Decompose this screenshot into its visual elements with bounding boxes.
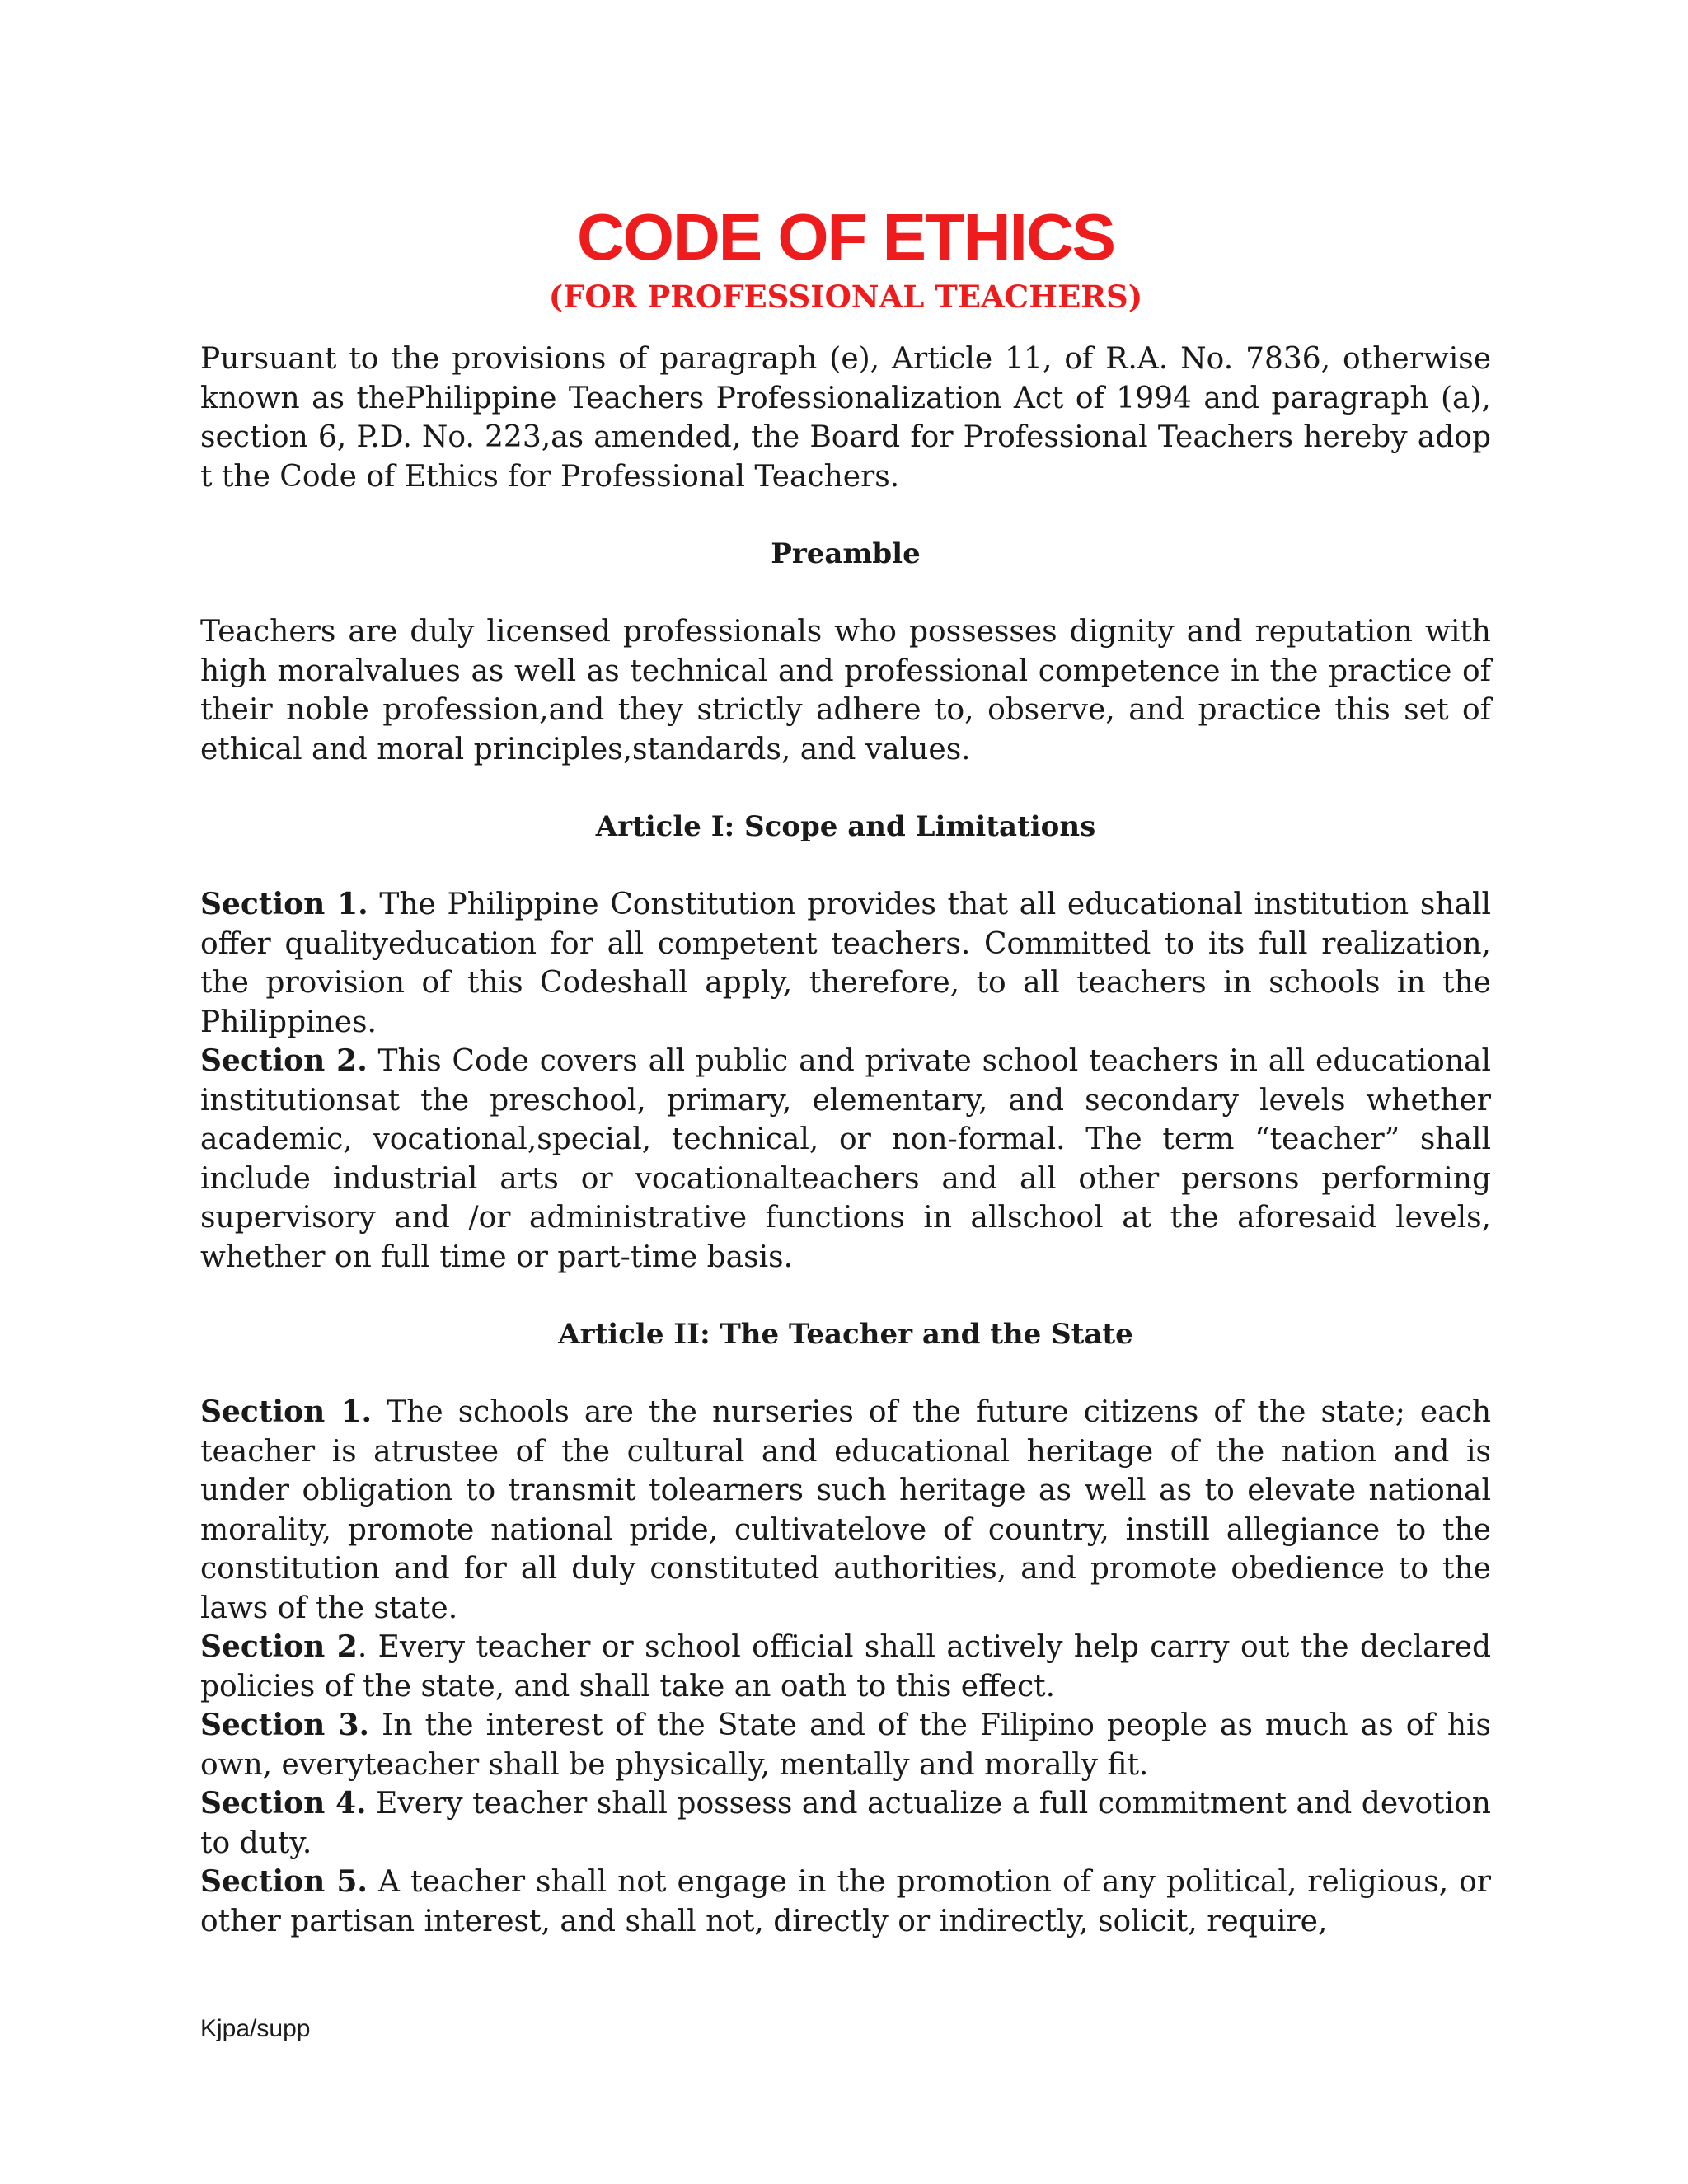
document-subtitle: (FOR PROFESSIONAL TEACHERS) (548, 279, 1143, 315)
section-text: . Every teacher or school official shall actively help carry out the declared policies of the state, and shall take an oath to this effect. (200, 1630, 1491, 1704)
section-label: Section 3. (200, 1708, 370, 1742)
section-text: Every teacher shall possess and actualize a full commitment and devotion to duty. (200, 1787, 1491, 1860)
article-2-section-2 (200, 1628, 1491, 1706)
section-label: Section 1. (200, 887, 368, 921)
section-label: Section 4. (200, 1786, 367, 1821)
article-1-heading: Article I: Scope and Limitations (595, 810, 1096, 843)
section-text: The Philippine Constitution provides that all educational institution shall offer qualityeducation for all competent teachers. Committed to its full realization, the provision of this Codeshall apply, therefore, to all teachers in schools in the Philippines. (200, 888, 1491, 1039)
article-1-section-2 (200, 1042, 1491, 1277)
article-1-section-1 (200, 885, 1491, 1042)
article-2-section-5 (200, 1863, 1491, 1941)
intro-paragraph: Pursuant to the provisions of paragraph (e), Article 11, of R.A. No. 7836, otherwise known as thePhilippine Teachers Professionalization Act of 1994 and paragraph (a), section 6, P.D. No. 223,as amended, the Board for Professional Teachers hereby adop t the Code of Ethics for Professional Teachers. (200, 342, 1491, 494)
page-footer: Kjpa/supp (200, 2015, 311, 2042)
section-label: Section 1. (200, 1394, 373, 1429)
article-2-section-4 (200, 1784, 1491, 1863)
section-text: In the interest of the State and of the Filipino people as much as of his own, everyteacher shall be physically, mentally and morally fit. (200, 1708, 1491, 1782)
article-2-section-1 (200, 1393, 1491, 1628)
document-title: CODE OF ETHICS (576, 200, 1115, 274)
section-label: Section 5. (200, 1864, 368, 1899)
article-2-heading: Article II: The Teacher and the State (558, 1318, 1133, 1351)
document-page (200, 198, 1491, 1941)
section-text: This Code covers all public and private school teachers in all educational institutionsat the preschool, primary, elementary, and secondary levels whether academic, vocational,special, technical, or non-formal. The term “teacher” shall include industrial arts or vocationalteachers and all other persons performing supervisory and /or administrative functions in allschool at the aforesaid levels, whether on full time or part-time basis. (200, 1044, 1491, 1274)
section-text: A teacher shall not engage in the promotion of any political, religious, or other partisan interest, and shall not, directly or indirectly, solicit, require, (200, 1865, 1492, 1938)
article-2-section-3 (200, 1706, 1491, 1784)
preamble-paragraph: Teachers are duly licensed professionals who possesses dignity and reputation with high moralvalues as well as technical and professional competence in the practice of their noble profession,and they strictly adhere to, observe, and practice this set of ethical and moral principles,standards, and values. (200, 615, 1491, 766)
section-label: Section 2. (200, 1043, 368, 1078)
section-text: The schools are the nurseries of the future citizens of the state; each teacher is atrustee of the cultural and educational heritage of the nation and is under obligation to transmit tolearners such heritage as well as to elevate national morality, promote national pride, cultivatelove of country, instill allegiance to the constitution and for all duly constituted authorities, and promote obedience to the laws of the state. (200, 1395, 1491, 1625)
preamble-heading: Preamble (771, 537, 921, 570)
section-label: Section 2 (200, 1629, 358, 1664)
